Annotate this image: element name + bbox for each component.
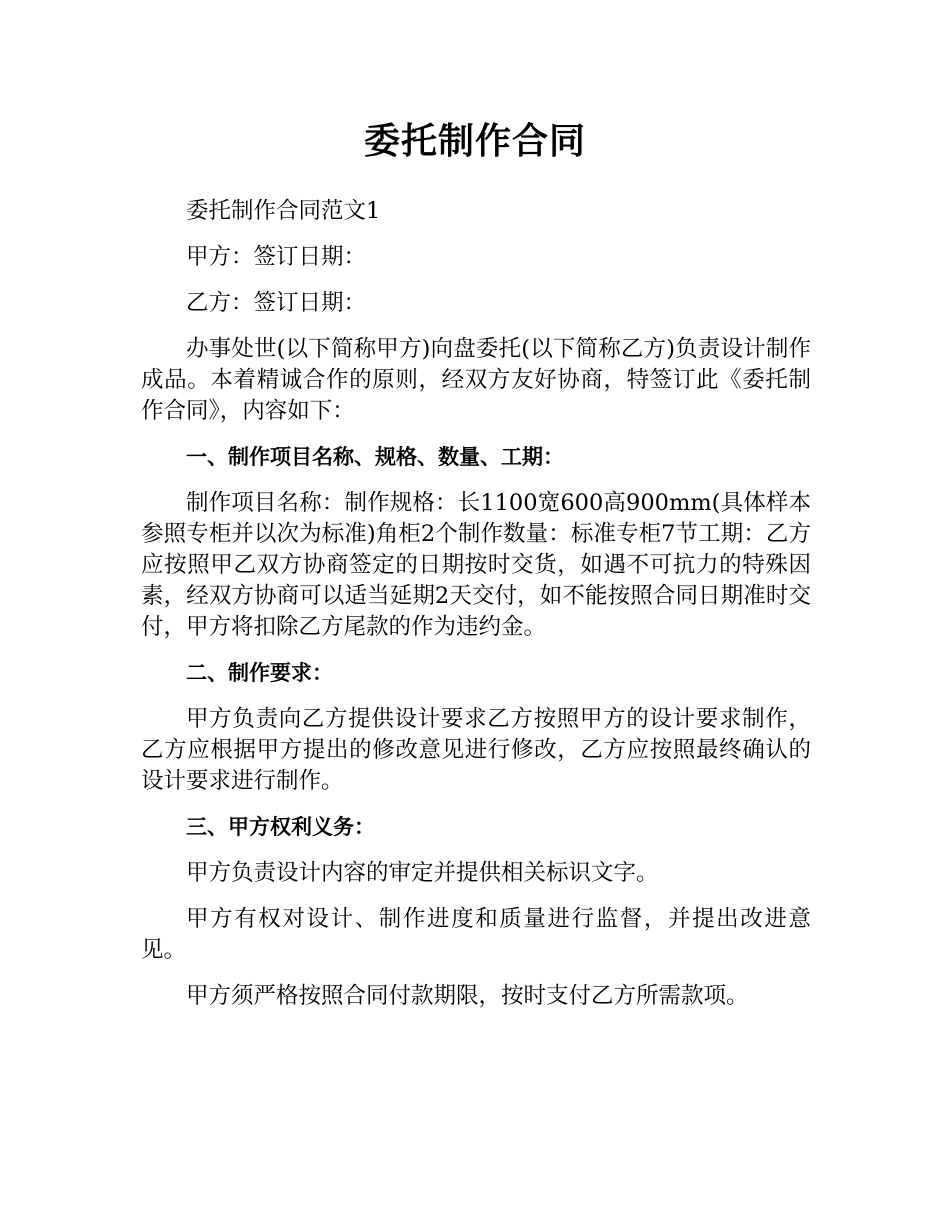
section-1-paragraph: 制作项目名称：制作规格：长1100宽600高900mm(具体样本参照专柜并以次为标准)角柜2个制作数量：标准专柜7节工期：乙方应按照甲乙双方协商签定的日期按时交货，如遇不可抗力的特殊因素，经双方协商可以适当延期2天交付，如不能按照合同日期准时交付，甲方将扣除乙方尾款的作为违约金。 xyxy=(141,490,811,640)
party-b-line: 乙方：签订日期： xyxy=(186,290,367,316)
section-heading-3: 三、甲方权利义务： xyxy=(186,815,375,839)
section-2-paragraph: 甲方负责向乙方提供设计要求乙方按照甲方的设计要求制作，乙方应根据甲方提出的修改意见进行修改，乙方应按照最终确认的设计要求进行制作。 xyxy=(141,706,811,794)
section-heading-1: 一、制作项目名称、规格、数量、工期： xyxy=(186,445,564,469)
document-body xyxy=(141,196,811,1027)
section-heading-2: 二、制作要求： xyxy=(186,661,333,685)
document-title: 委托制作合同 xyxy=(363,121,586,162)
section-3-paragraph-1: 甲方负责设计内容的审定并提供相关标识文字。 xyxy=(186,860,659,886)
subtitle-line: 委托制作合同范文1 xyxy=(186,198,381,224)
section-3-paragraph-2: 甲方有权对设计、制作进度和质量进行监督，并提出改进意见。 xyxy=(141,906,811,963)
section-3-paragraph-3: 甲方须严格按照合同付款期限，按时支付乙方所需款项。 xyxy=(186,983,749,1009)
party-a-line: 甲方：签订日期： xyxy=(186,244,367,270)
intro-paragraph: 办事处世(以下简称甲方)向盘委托(以下简称乙方)负责设计制作成品。本着精诚合作的原则，经双方友好协商，特签订此《委托制作合同》，内容如下： xyxy=(141,336,811,424)
